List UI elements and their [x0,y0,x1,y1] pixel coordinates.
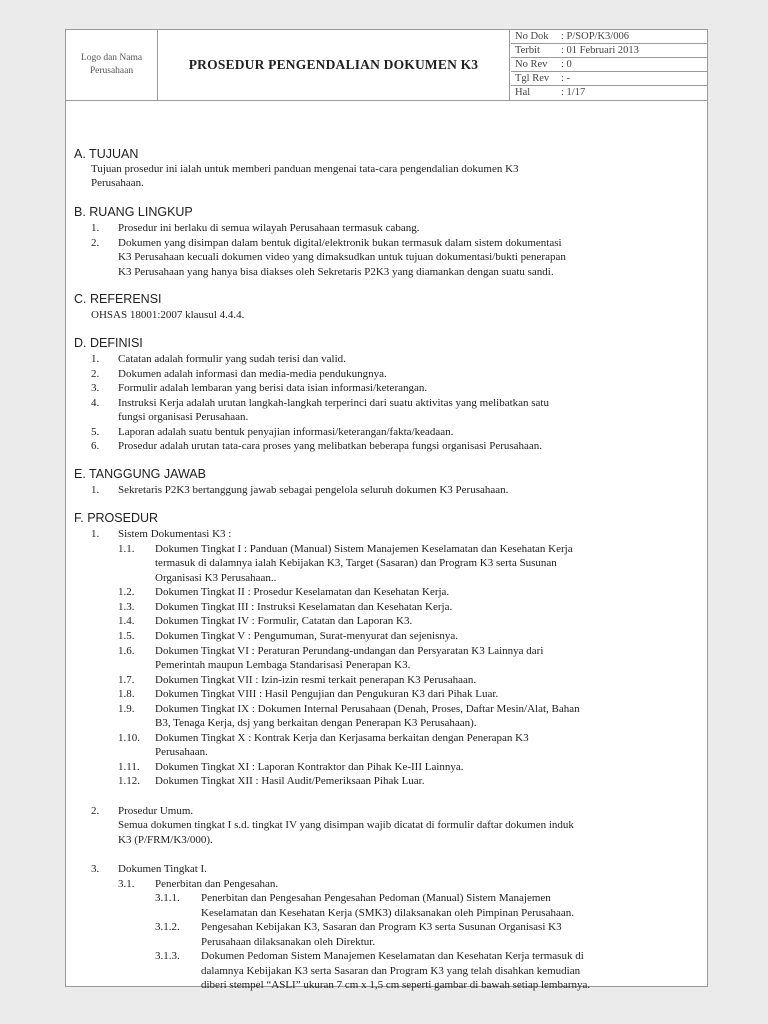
sub-list-number: 1.5. [118,630,135,642]
list-number: 2. [91,805,100,817]
meta-value: : P/SOP/K3/006 [561,31,629,42]
list-item-text: Laporan adalah suatu bentuk penyajian informasi/keterangan/fakta/keadaan. [118,426,454,438]
sub-sub-list-item-text: Perusahaan dilaksanakan oleh Direktur. [201,936,376,948]
sub-list-item-text: Pemerintah maupun Lembaga Standarisasi Penerapan K3. [155,659,411,671]
sub-list-item-text: Dokumen Tingkat VI : Peraturan Perundang-undangan dan Persyaratan K3 Lainnya dari [155,645,544,657]
list-item-text: K3 Perusahaan yang hanya bisa diakses oleh Sekretaris P2K3 yang diamankan dengan suatu sandi. [118,266,554,278]
document-meta-table [511,30,707,100]
sub-list-item-text: Organisasi K3 Perusahaan.. [155,572,277,584]
sub-list-item-text: Dokumen Tingkat X : Kontrak Kerja dan Kerjasama berkaitan dengan Penerapan K3 [155,732,529,744]
sub-list-item-text: Dokumen Tingkat VII : Izin-izin resmi terkait penerapan K3 Perusahaan. [155,674,477,686]
referensi-text: OHSAS 18001:2007 klausul 4.4.4. [91,309,245,321]
list-number: 2. [91,368,100,380]
section-title-referensi: C. REFERENSI [74,292,162,306]
sub-list-item-text: Dokumen Tingkat VIII : Hasil Pengujian dan Pengukuran K3 dari Pihak Luar. [155,688,499,700]
company-logo-placeholder [66,30,158,100]
list-number: 2. [91,237,100,249]
meta-key: Terbit [515,45,540,56]
meta-value: : 0 [561,59,572,70]
list-item-text: Prosedur adalah urutan tata-cara proses yang melibatkan beberapa fungsi organisasi Perusahaan. [118,440,543,452]
list-item-text: Dokumen yang disimpan dalam bentuk digital/elektronik bukan termasuk dalam sistem dokumentasi [118,237,562,249]
list-item-text: K3 (P/FRM/K3/000). [118,834,213,846]
list-item-text: Sekretaris P2K3 bertanggung jawab sebagai pengelola seluruh dokumen K3 Perusahaan. [118,484,509,496]
sub-list-number: 1.11. [118,761,140,773]
list-number: 5. [91,426,100,438]
meta-row-terbit [511,44,707,58]
meta-key: Tgl Rev [515,73,550,84]
section-title-ruang-lingkup: B. RUANG LINGKUP [74,205,193,219]
sub-list-number: 1.7. [118,674,135,686]
sub-list-item-text: Dokumen Tingkat XI : Laporan Kontraktor dan Pihak Ke-III Lainnya. [155,761,464,773]
meta-row-tgl-rev [511,72,707,86]
sub-list-item-text: Dokumen Tingkat I : Panduan (Manual) Sistem Manajemen Keselamatan dan Kesehatan Kerja [155,543,573,555]
meta-value: : 1/17 [561,87,586,98]
list-item-text: Dokumen adalah informasi dan media-media pendukungnya. [118,368,387,380]
list-number: 3. [91,382,100,394]
sub-list-item-text: Penerbitan dan Pengesahan. [155,878,279,890]
sub-list-item-text: Perusahaan. [155,746,208,758]
list-item-text: K3 Perusahaan kecuali dokumen video yang dimaksudkan untuk tujuan dokumentasi/bukti penerapan [118,251,566,263]
sub-list-number: 1.2. [118,586,135,598]
sub-list-number: 1.10. [118,732,140,744]
list-item-text: Prosedur ini berlaku di semua wilayah Perusahaan termasuk cabang. [118,222,420,234]
list-item-text: Semua dokumen tingkat I s.d. tingkat IV yang disimpan wajib dicatat di formulir daftar dokumen induk [118,819,574,831]
sub-list-number: 1.6. [118,645,135,657]
sub-list-number: 1.4. [118,615,135,627]
list-number: 4. [91,397,100,409]
list-item-text: Sistem Dokumentasi K3 : [118,528,232,540]
sub-sub-list-number: 3.1.1. [155,892,180,904]
logo-line-1: Logo dan Nama [80,53,143,63]
sub-list-number: 1.12. [118,775,140,787]
list-item-text: Formulir adalah lembaran yang berisi data isian informasi/keterangan. [118,382,428,394]
sub-sub-list-number: 3.1.2. [155,921,180,933]
document-header [66,30,707,101]
meta-row-no-dok [511,30,707,44]
sub-sub-list-number: 3.1.3. [155,950,180,962]
list-number: 1. [91,353,100,365]
section-title-prosedur: F. PROSEDUR [74,511,159,525]
section-title-definisi: D. DEFINISI [74,336,143,350]
list-number: 6. [91,440,100,452]
sub-sub-list-item-text: diberi stempel “ASLI” ukuran 7 cm x 1,5 cm seperti gambar di bawah setiap lembarnya. [201,979,591,991]
sub-list-number: 3.1. [118,878,135,890]
sub-list-number: 1.8. [118,688,135,700]
sub-list-item-text: Dokumen Tingkat III : Instruksi Keselamatan dan Kesehatan Kerja. [155,601,453,613]
sub-list-item-text: B3, Tenaga Kerja, dsj yang berkaitan dengan Penerapan K3 Perusahaan). [155,717,477,729]
section-title-tanggung-jawab: E. TANGGUNG JAWAB [74,467,206,481]
meta-key: Hal [515,87,531,98]
sub-list-item-text: Dokumen Tingkat IV : Formulir, Catatan dan Laporan K3. [155,615,413,627]
list-item-text: Dokumen Tingkat I. [118,863,207,875]
sub-sub-list-item-text: Keselamatan dan Kesehatan Kerja (SMK3) dilaksanakan oleh Pimpinan Perusahaan. [201,907,574,919]
logo-line-2: Perusahaan [89,66,134,76]
sub-list-item-text: Dokumen Tingkat IX : Dokumen Internal Perusahaan (Denah, Proses, Daftar Mesin/Alat, Bahan [155,703,580,715]
sub-sub-list-item-text: dalamnya Kebijakan K3 serta Sasaran dan Program K3 yang telah disahkan kemudian [201,965,581,977]
list-item-text: fungsi organisasi Perusahaan. [118,411,249,423]
sub-list-item-text: Dokumen Tingkat V : Pengumuman, Surat-menyurat dan sejenisnya. [155,630,458,642]
document-page [65,29,708,991]
list-number: 1. [91,528,100,540]
sub-list-number: 1.3. [118,601,135,613]
sub-list-number: 1.9. [118,703,135,715]
list-item-text: Catatan adalah formulir yang sudah terisi dan valid. [118,353,346,365]
meta-row-no-rev [511,58,707,72]
sub-list-number: 1.1. [118,543,135,555]
list-number: 1. [91,222,100,234]
sub-list-item-text: Dokumen Tingkat XII : Hasil Audit/Pemeriksaan Pihak Luar. [155,775,425,787]
list-number: 3. [91,863,100,875]
sub-sub-list-item-text: Pengesahan Kebijakan K3, Sasaran dan Program K3 serta Susunan Organisasi K3 [201,921,562,933]
section-title-tujuan: A. TUJUAN [74,147,139,161]
sub-list-item-text: Dokumen Tingkat II : Prosedur Keselamatan dan Kesehatan Kerja. [155,586,450,598]
meta-row-hal [511,86,707,100]
tujuan-text-line-2: Perusahaan. [91,177,144,189]
list-number: 1. [91,484,100,496]
list-item-text: Instruksi Kerja adalah urutan langkah-langkah terperinci dari suatu aktivitas yang melibatkan satu [118,397,549,409]
meta-key: No Dok [515,31,549,42]
list-item-text: Prosedur Umum. [118,805,194,817]
document-title: PROSEDUR PENGENDALIAN DOKUMEN K3 [158,30,510,100]
meta-value: : 01 Februari 2013 [561,45,639,56]
meta-key: No Rev [515,59,548,70]
sub-sub-list-item-text: Dokumen Pedoman Sistem Manajemen Keselamatan dan Kesehatan Kerja termasuk di [201,950,584,962]
sub-sub-list-item-text: Penerbitan dan Pengesahan Pengesahan Pedoman (Manual) Sistem Manajemen [201,892,551,904]
sub-list-item-text: termasuk di dalamnya ialah Kebijakan K3, Target (Sasaran) dan Program K3 serta Susunan [155,557,557,569]
tujuan-text-line-1: Tujuan prosedur ini ialah untuk memberi panduan mengenai tata-cara pengendalian dokumen K3 [91,163,519,175]
meta-value: : - [561,73,571,84]
